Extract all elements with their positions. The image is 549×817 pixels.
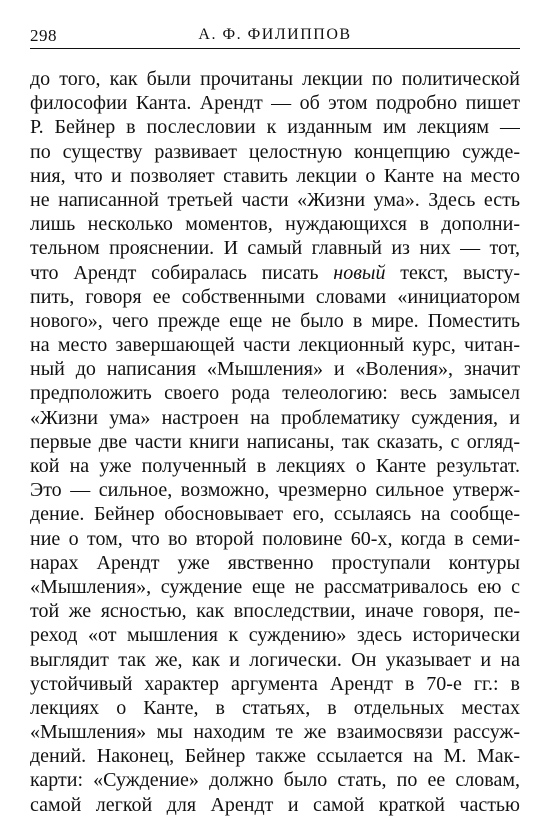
text-line: нарах Арендт уже явственно проступали контуры — [30, 551, 520, 574]
book-page — [30, 22, 520, 817]
text-line: той же ясностью, как впоследствии, иначе говоря, пе- — [30, 600, 520, 623]
text-line: «Жизни ума» настроен на проблематику суждения, и — [30, 406, 520, 429]
text-line: дение. Бейнер обосновывает его, ссылаясь на сообще- — [30, 503, 520, 526]
text-line: философии Канта. Арендт — об этом подробно пишет — [30, 92, 520, 115]
text-line: тельном прояснении. И самый главный из них — тот, — [30, 237, 520, 260]
text-line: не написанной третьей части «Жизни ума». Здесь есть — [30, 188, 520, 211]
text-line: Это — сильное, возможно, чрезмерно сильное утверж- — [30, 479, 520, 502]
text-line: предположить своего рода телеологию: весь замысел — [30, 382, 520, 405]
text-line: нового», чего прежде еще не было в мире. Поместить — [30, 309, 520, 332]
text-line: устойчивый характер аргумента Арендт в 70-е гг.: в — [30, 672, 520, 695]
text-line: «Мышления» мы находим те же взаимосвязи рассуж- — [30, 721, 520, 744]
page-header — [30, 22, 520, 49]
text-line: ния, что и позволяет ставить лекции о Канте на место — [30, 164, 520, 187]
text-line: до того, как были прочитаны лекции по политической — [30, 68, 520, 90]
text-line: кой на уже полученный в лекциях о Канте результат. — [30, 455, 520, 477]
text-line: «Мышления», суждение еще не рассматривалось ею с — [30, 575, 520, 598]
text-segment: что Арендт собиралась писать — [30, 261, 334, 284]
running-head-author: А. Ф. ФИЛИППОВ — [198, 26, 352, 43]
text-line: ный до написания «Мышления» и «Воления», значит — [30, 358, 520, 381]
text-line: по существу развивает целостную концепцию сужде- — [30, 140, 520, 163]
body-text — [30, 67, 520, 817]
text-line: самой легкой для Арендт и самой краткой частью — [30, 793, 520, 816]
text-line-with-italic — [30, 261, 520, 285]
text-line: лекциях о Канте, в статьях, в отдельных местах — [30, 696, 520, 719]
text-line: пить, говоря ее собственными словами «инициатором — [30, 285, 520, 308]
text-line: ние о том, что во второй половине 60-х, когда в семи- — [30, 527, 520, 550]
text-line: дений. Наконец, Бейнер также ссылается на М. Мак- — [30, 745, 520, 768]
italic-word: новый — [333, 261, 386, 284]
text-segment: текст, высту- — [385, 261, 520, 284]
text-line: лишь несколько моментов, нуждающихся в дополни- — [30, 213, 520, 236]
text-line: первые две части книги написаны, так сказать, с огляд- — [30, 430, 520, 453]
text-line: на место завершающей части лекционный курс, читан- — [30, 334, 520, 357]
text-line: Р. Бейнер в послесловии к изданным им лекциям — — [30, 116, 520, 139]
text-line: карти: «Суждение» должно было стать, по ее словам, — [30, 769, 520, 792]
text-line: выглядит так же, как и логически. Он указывает и на — [30, 648, 520, 671]
page-number: 298 — [30, 26, 57, 45]
text-line: реход «от мышления к суждению» здесь исторически — [30, 624, 520, 647]
